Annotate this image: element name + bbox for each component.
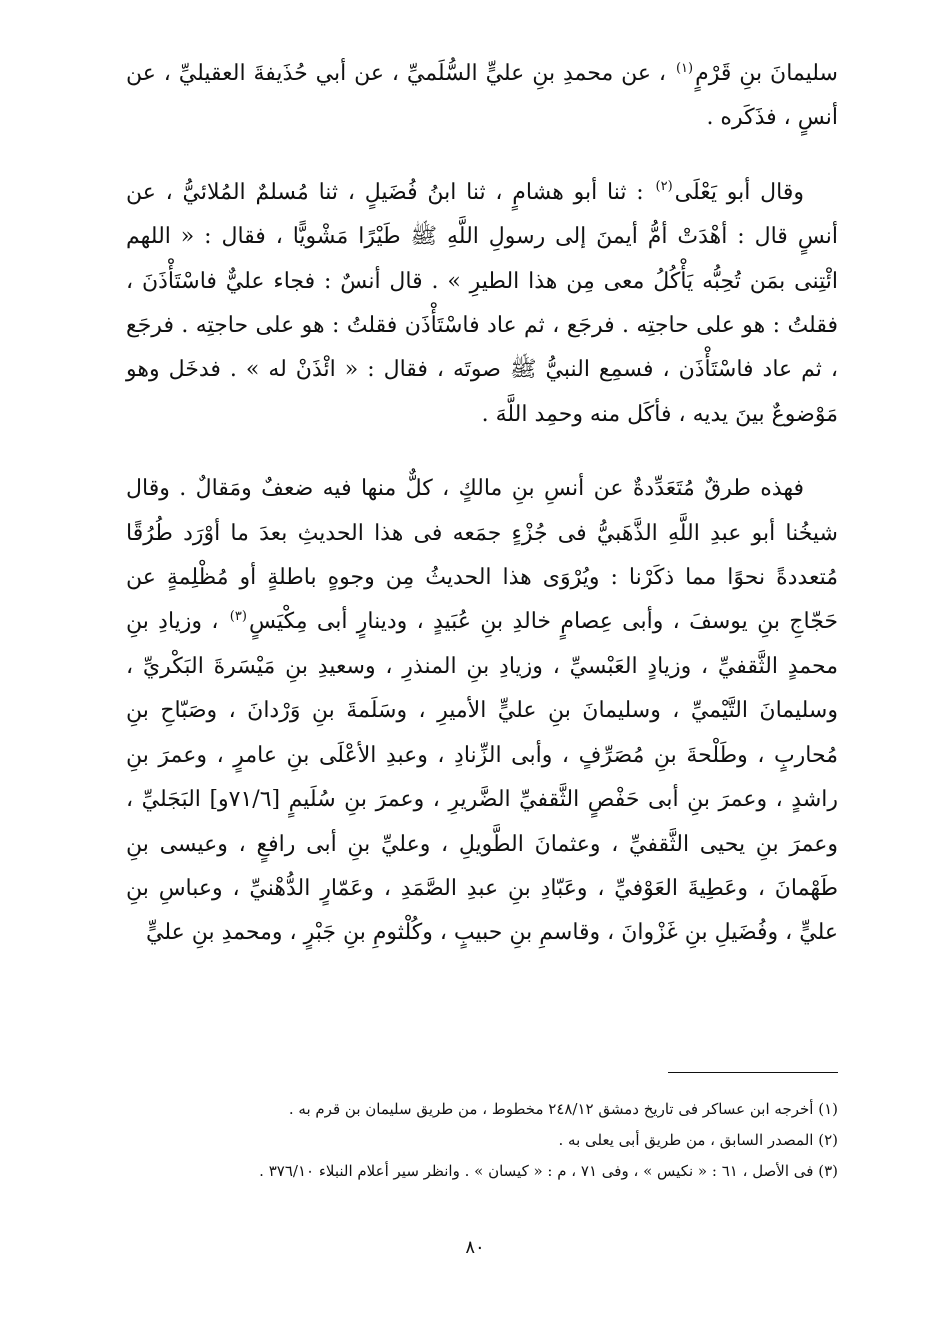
footnote-3: (٣) فى الأصل ، ٦١ : « نكيس » ، وفى ٧١ ، م : « كيسان » . وانظر سير أعلام النبلاء ٣٧٦/١٠ . — [259, 1162, 838, 1180]
text-span: ، عن محمدِ بنِ عليٍّ السُّلَميِّ ، عن أبي حُذَيفةَ العقيليِّ ، عن أنسٍ ، فذَكَره . — [126, 61, 838, 131]
text-span: سليمانَ بنِ قَرْمٍ — [695, 61, 838, 86]
paragraph-3 — [126, 467, 838, 955]
text-span: ، وزيادِ بنِ محمدٍ الثَّقفيِّ ، وزيادٍ العَبْسيِّ ، وزيادِ بنِ المنذرِ ، وسعيدِ بنِ مَيْسَرةَ البَكْريِّ ، وسليمانَ التَّيْميِّ ، وسليمانَ بنِ عليٍّ الأميرِ ، وسَلَمةَ بنِ وَرْدانَ ، وصَبّاحِ بنِ مُحاربٍ ، وطَلْحةَ بنِ مُصَرِّفٍ ، وأبى الزِّنادِ ، وعبدِ الأعْلَى بنِ عامرٍ ، وعمرَ بنِ راشدٍ ، وعمرَ بنِ أبى حَفْصٍ الثَّقفيِّ الضَّريرِ ، وعمرَ بنِ سُلَيمٍ [٧١/٦و] البَجَليِّ ، وعمرَ بنِ يحيى الثَّقفيِّ ، وعثمانَ الطَّويلِ ، وعليِّ بنِ أبى رافعٍ ، وعيسى بنِ طَهْمانَ ، وعَطِيةَ العَوْفيِّ ، وعَبّادِ بنِ عبدِ الصَّمَدِ ، وعَمّارٍ الدُّهْنيِّ ، وعباسِ بنِ عليٍّ ، وفُضَيلِ بنِ غَزْوانَ ، وقاسمِ بنِ حبيبٍ ، وكُلْثومِ بنِ جَبْرٍ ، ومحمدِ بنِ عليٍّ — [126, 609, 838, 946]
footnote-1: (١) أخرجه ابن عساكر فى تاريخ دمشق ٢٤٨/١٢ مخطوط ، من طريق سليمان بن قرم به . — [288, 1100, 838, 1118]
footnote-ref-2[interactable]: (٢) — [655, 179, 673, 195]
footnote-ref-1[interactable]: (١) — [675, 60, 694, 76]
text-span: فهذه طرقٌ مُتَعَدِّدةٌ عن أنسِ بنِ مالكٍ ، كلٌّ منها فيه ضعفٌ ومَقالٌ . وقال شيخُنا أبو عبدِ اللَّهِ الذَّهَبيُّ فى جُزْءٍ جمَعه فى هذا الحديثِ بعدَ ما أوْرَد طُرُقًا مُتعددةً نحوًا مما ذكَرْنا : ويُرْوَى هذا الحديثُ مِن وجوهٍ باطلةٍ أو مُظْلِمةٍ عن حَجّاجِ بنِ يوسفَ ، وأبى عِصامٍ خالدِ بنِ عُبَيدٍ ، ودينارٍ أبى مِكْيَسٍ — [126, 476, 838, 635]
page-number: ٨٠ — [465, 1237, 485, 1258]
paragraph-2 — [126, 171, 838, 437]
paragraph-1 — [126, 52, 838, 141]
text-span: وقال أبو يَعْلَى — [674, 179, 804, 205]
main-text — [126, 52, 838, 956]
paragraph-gap — [126, 437, 838, 467]
text-span: : ثنا أبو هشامٍ ، ثنا ابنُ فُضَيلٍ ، ثنا مُسلمٌ المُلائيُّ ، عن أنسٍ قال : أهْدَتْ أمُّ أيمنَ إلى رسولِ اللَّهِ ﷺ طَيْرًا مَشْويًّا ، فقال : « اللهم ائْتِنى بمَن تُحِبُّه يَأْكُلُ معى مِن هذا الطيرِ » . قال أنسٌ : فجاء عليٌّ فاسْتَأْذَنَ ، فقلتُ : هو على حاجتِه . فرجَع ، ثم عاد فاسْتَأْذَن فقلتُ : هو على حاجتِه . فرجَع ، ثم عاد فاسْتَأْذَن ، فسمِع النبيُّ ﷺ صوتَه ، فقال : « ائْذَنْ له » . فدخَل وهو مَوْضوعٌ بينَ يديه ، فأكَل منه وحمِد اللَّهَ . — [126, 179, 838, 427]
paragraph-gap — [126, 141, 838, 171]
footnote-2: (٢) المصدر السابق ، من طريق أبى يعلى به . — [558, 1131, 838, 1149]
footnotes — [126, 1094, 838, 1187]
footnote-separator — [668, 1072, 838, 1073]
footnote-ref-3[interactable]: (٣) — [229, 609, 247, 625]
